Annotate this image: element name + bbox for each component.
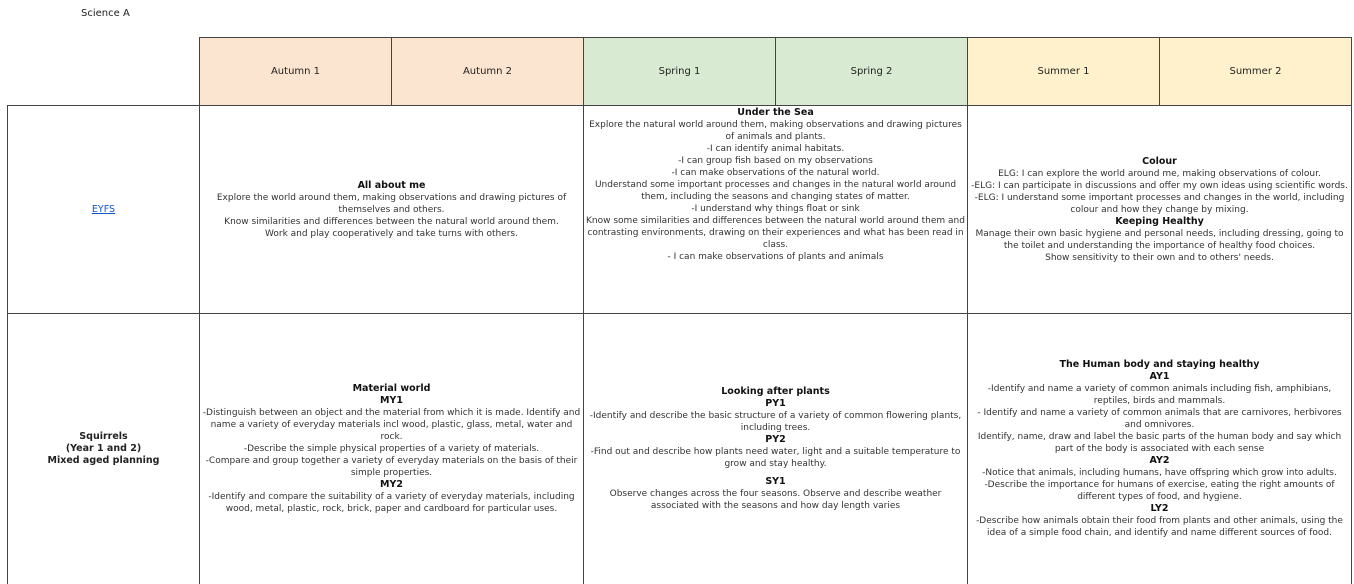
header-summer-2 [1159, 37, 1352, 105]
cell-title: Keeping Healthy [1115, 215, 1204, 227]
header-autumn-1 [199, 37, 391, 105]
eyfs-autumn-cell [199, 105, 583, 313]
cell-line: -Find out and describe how plants need water, light and a suitable temperature to grow and stay healthy. [590, 447, 961, 469]
cell-line: -Distinguish between an object and the material from which it is made. Identify and name a variety of everyday materials incl wood, plastic, glass, metal, water and rock. [202, 408, 581, 442]
cell-line: -I can identify animal habitats. [706, 144, 845, 154]
squirrels-spring-cell [583, 313, 967, 584]
header-spring-2 [775, 37, 967, 105]
header-summer-1 [967, 37, 1159, 105]
cell-line: -I understand why things float or sink [691, 204, 860, 214]
row-label-squirrels [7, 313, 199, 584]
cell-subtitle: AY2 [1149, 455, 1170, 466]
cell-line: ELG: I can explore the world around me, making observations of colour. [998, 168, 1321, 179]
eyfs-summer-cell [967, 105, 1352, 313]
cell-subtitle: PY1 [765, 398, 786, 409]
cell-line: -Notice that animals, including humans, have offspring which grow into adults. [982, 468, 1337, 478]
header-spring-1 [583, 37, 775, 105]
cell-subtitle: PY2 [765, 434, 786, 445]
cell-line: Explore the natural world around them, making observations and drawing pictures of animals and plants. [589, 120, 962, 142]
eyfs-link[interactable]: EYFS [91, 203, 116, 215]
row-label-eyfs [7, 105, 199, 313]
cell-line: Know similarities and differences between the natural world around them. [224, 216, 559, 227]
cell-line: -Identify and compare the suitability of a variety of everyday materials, including wood, metal, plastic, rock, brick, paper and cardboard for particular uses. [208, 492, 575, 514]
cell-subtitle: AY1 [1149, 371, 1170, 382]
cell-line: Observe changes across the four seasons. Observe and describe weather associated with the seasons and how day length varies [609, 489, 942, 511]
cell-line: -Compare and group together a variety of everyday materials on the basis of their simple properties. [205, 456, 578, 478]
cell-line: Show sensitivity to their own and to others' needs. [1045, 252, 1274, 263]
cell-line: Work and play cooperatively and take turns with others. [264, 228, 518, 239]
header-label: Autumn 2 [462, 65, 513, 77]
header-label: Autumn 1 [270, 65, 321, 77]
cell-line: Identify, name, draw and label the basic parts of the human body and say which part of the body is associated with each sense [977, 432, 1342, 454]
cell-line: -ELG: I understand some important processes and changes in the world, including colour and how they change by mixing. [974, 192, 1345, 215]
cell-line: -Identify and name a variety of common animals including fish, amphibians, reptiles, birds and mammals. [987, 384, 1332, 406]
cell-title: Under the Sea [737, 107, 814, 118]
cell-line: Know some similarities and differences between the natural world around them and contrasting environments, drawing on their experiences and what has been read in class. [586, 216, 965, 250]
cell-title: Material world [352, 383, 431, 394]
cell-line: -I can group fish based on my observations [678, 156, 873, 166]
cell-title: Looking after plants [721, 386, 830, 397]
eyfs-spring-cell [583, 105, 967, 313]
cell-line: -Identify and describe the basic structure of a variety of common flowering plants, including trees. [589, 411, 962, 433]
cell-line: -Describe the importance for humans of exercise, eating the right amounts of different types of food, and hygiene. [984, 480, 1335, 502]
cell-line: -Describe the simple physical properties of a variety of materials. [243, 444, 540, 454]
cell-title: The Human body and staying healthy [1059, 359, 1260, 370]
cell-subtitle: LY2 [1150, 503, 1169, 514]
cell-line: - I can make observations of plants and animals [667, 252, 884, 262]
cell-line: Explore the world around them, making observations and drawing pictures of themselves and others. [216, 192, 567, 215]
row-label-line: Mixed aged planning [47, 455, 160, 466]
cell-line: - Identify and name a variety of common animals that are carnivores, herbivores and omnivores. [977, 408, 1342, 430]
header-label: Summer 1 [1037, 65, 1090, 77]
cell-line: -ELG: I can participate in discussions and offer my own ideas using scientific words. [971, 180, 1348, 191]
header-label: Summer 2 [1229, 65, 1282, 77]
cell-title: Colour [1142, 155, 1177, 167]
cell-title: All about me [357, 179, 426, 191]
cell-line: Understand some important processes and changes in the natural world around them, including the seasons and changing states of matter. [594, 180, 957, 202]
row-label-line: (Year 1 and 2) [65, 443, 142, 454]
cell-subtitle: MY2 [380, 479, 403, 490]
squirrels-autumn-cell [199, 313, 583, 584]
sheet-title: Science A [81, 8, 130, 19]
cell-line: -I can make observations of the natural world. [671, 168, 880, 178]
cell-subtitle: MY1 [380, 395, 403, 406]
cell-subtitle: SY1 [765, 476, 786, 487]
cell-line: Manage their own basic hygiene and personal needs, including dressing, going to the toilet and understanding the importance of healthy food choices. [975, 228, 1344, 251]
row-label-line: Squirrels [79, 431, 128, 442]
header-label: Spring 2 [850, 65, 893, 77]
header-label: Spring 1 [658, 65, 701, 77]
squirrels-summer-cell [967, 313, 1352, 584]
cell-line: -Describe how animals obtain their food from plants and other animals, using the idea of a simple food chain, and identify and name different sources of food. [976, 516, 1343, 538]
header-autumn-2 [391, 37, 583, 105]
